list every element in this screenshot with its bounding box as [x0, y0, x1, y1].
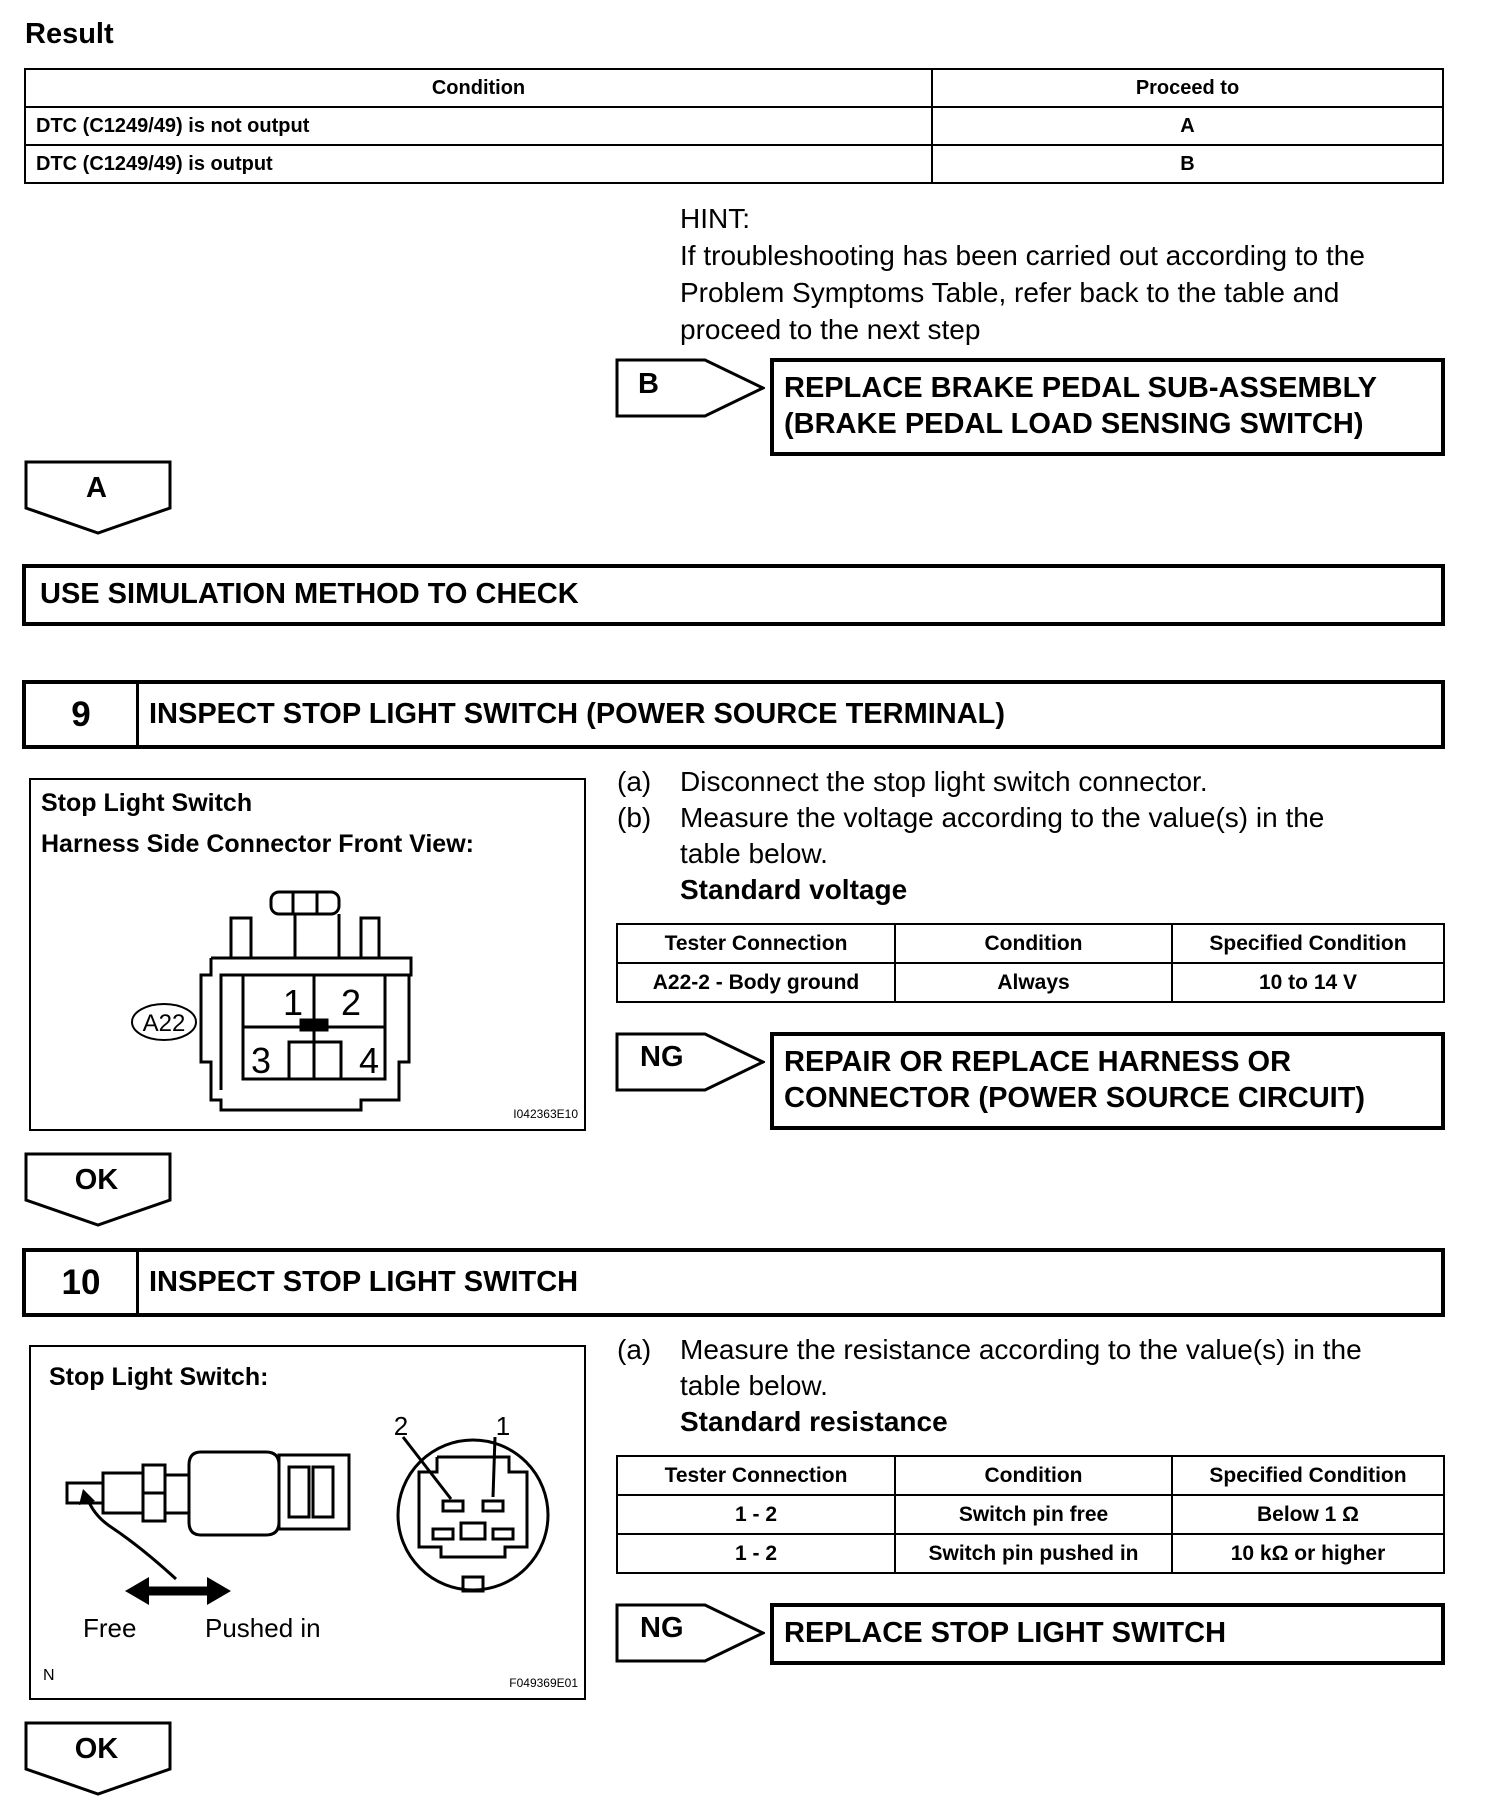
- step-title: INSPECT STOP LIGHT SWITCH: [149, 1266, 579, 1298]
- pin-label: 3: [250, 1040, 272, 1081]
- step-number: 10: [26, 1252, 139, 1313]
- ng-action-box: [770, 1603, 1445, 1665]
- hint-line: If troubleshooting has been carried out according to the: [680, 240, 1365, 271]
- ok-label: OK: [74, 1733, 119, 1765]
- step-number: 9: [26, 684, 139, 745]
- table-header-row: [25, 69, 1443, 107]
- step-10-header: [22, 1248, 1445, 1317]
- table-cell: 10 to 14 V: [1172, 963, 1444, 1002]
- table-header-row: [617, 1456, 1444, 1495]
- connector-diagram: [31, 780, 584, 1129]
- table-row: [25, 145, 1443, 183]
- ok-label: OK: [74, 1164, 119, 1196]
- pin-label: 4: [358, 1040, 380, 1081]
- table-header-cell: Condition: [895, 1456, 1172, 1495]
- branch-b-label: B: [638, 368, 659, 400]
- instruction-b-cont: table below.: [680, 838, 828, 869]
- action-line: REPLACE STOP LIGHT SWITCH: [784, 1617, 1227, 1649]
- ng-arrow: [615, 1603, 765, 1663]
- connector-figure: [29, 778, 586, 1131]
- table-cell: Switch pin pushed in: [895, 1534, 1172, 1573]
- table-header-cell: Specified Condition: [1172, 924, 1444, 963]
- pin-label: 2: [340, 982, 362, 1023]
- table-row: [617, 1495, 1444, 1534]
- table-row: [25, 107, 1443, 145]
- table-row: [617, 963, 1444, 1002]
- table-cell: A22-2 - Body ground: [617, 963, 895, 1002]
- table-cell: Always: [895, 963, 1172, 1002]
- instruction-marker: (a): [617, 766, 652, 797]
- pin-label: 1: [495, 1411, 511, 1441]
- table-header-cell: Tester Connection: [617, 924, 895, 963]
- instruction-a-cont: table below.: [680, 1370, 828, 1401]
- table-cell: DTC (C1249/49) is not output: [25, 107, 932, 145]
- hint-title: HINT:: [680, 203, 750, 234]
- action-line: REPLACE BRAKE PEDAL SUB-ASSEMBLY: [784, 372, 1377, 404]
- table-header-cell: Specified Condition: [1172, 1456, 1444, 1495]
- ng-action-box: [770, 1032, 1445, 1130]
- result-table: [24, 68, 1444, 184]
- table-cell: B: [932, 145, 1443, 183]
- simulation-box: [22, 564, 1445, 626]
- table-cell: Switch pin free: [895, 1495, 1172, 1534]
- table-cell: 10 kΩ or higher: [1172, 1534, 1444, 1573]
- table-header-cell: Condition: [895, 924, 1172, 963]
- ng-label: NG: [640, 1041, 684, 1073]
- proceed-a-label: A: [86, 472, 107, 504]
- standard-label: Standard resistance: [680, 1406, 948, 1437]
- standard-label: Standard voltage: [680, 874, 908, 905]
- pin-label: 2: [393, 1411, 409, 1441]
- result-heading: Result: [25, 18, 114, 50]
- action-line: REPAIR OR REPLACE HARNESS OR: [784, 1046, 1292, 1078]
- switch-figure: [29, 1345, 586, 1700]
- pushed-in-label: Pushed in: [205, 1613, 321, 1643]
- figure-title: Stop Light Switch:: [49, 1363, 269, 1391]
- step-title: INSPECT STOP LIGHT SWITCH (POWER SOURCE TERMINAL): [149, 698, 1006, 730]
- ng-label: NG: [640, 1612, 684, 1644]
- hint-block: [680, 200, 1440, 348]
- table-cell: Below 1 Ω: [1172, 1495, 1444, 1534]
- figure-code: F049369E01: [509, 1676, 578, 1690]
- table-header-cell: Proceed to: [932, 69, 1443, 107]
- instruction-marker: (b): [617, 802, 652, 833]
- step-9-header: [22, 680, 1445, 749]
- instruction-text: Measure the voltage according to the value(s) in the: [680, 802, 1325, 833]
- table-cell: 1 - 2: [617, 1495, 895, 1534]
- table-header-cell: Condition: [25, 69, 932, 107]
- figure-subtitle: Harness Side Connector Front View:: [41, 830, 474, 858]
- figure-corner-mark: N: [43, 1667, 55, 1684]
- simulation-text: USE SIMULATION METHOD TO CHECK: [40, 578, 579, 610]
- table-row: [617, 1534, 1444, 1573]
- figure-code: I042363E10: [513, 1107, 578, 1121]
- table-cell: DTC (C1249/49) is output: [25, 145, 932, 183]
- action-line: (BRAKE PEDAL LOAD SENSING SWITCH): [784, 408, 1364, 440]
- hint-line: proceed to the next step: [680, 314, 981, 345]
- resistance-table: [616, 1455, 1445, 1574]
- free-label: Free: [83, 1613, 137, 1643]
- connector-id: A22: [142, 1010, 186, 1037]
- ng-arrow: [615, 1032, 765, 1092]
- instruction-text: Disconnect the stop light switch connector.: [680, 766, 1208, 797]
- action-line: CONNECTOR (POWER SOURCE CIRCUIT): [784, 1082, 1366, 1114]
- hint-line: Problem Symptoms Table, refer back to the table and: [680, 277, 1340, 308]
- table-header-row: [617, 924, 1444, 963]
- branch-b-action-box: [770, 358, 1445, 456]
- table-cell: 1 - 2: [617, 1534, 895, 1573]
- table-cell: A: [932, 107, 1443, 145]
- figure-title: Stop Light Switch: [41, 789, 253, 817]
- switch-diagram: [31, 1347, 584, 1698]
- pin-label: 1: [282, 982, 304, 1023]
- instruction-text: Measure the resistance according to the value(s) in the: [680, 1334, 1362, 1365]
- table-header-cell: Tester Connection: [617, 1456, 895, 1495]
- instruction-marker: (a): [617, 1334, 652, 1365]
- voltage-table: [616, 923, 1445, 1003]
